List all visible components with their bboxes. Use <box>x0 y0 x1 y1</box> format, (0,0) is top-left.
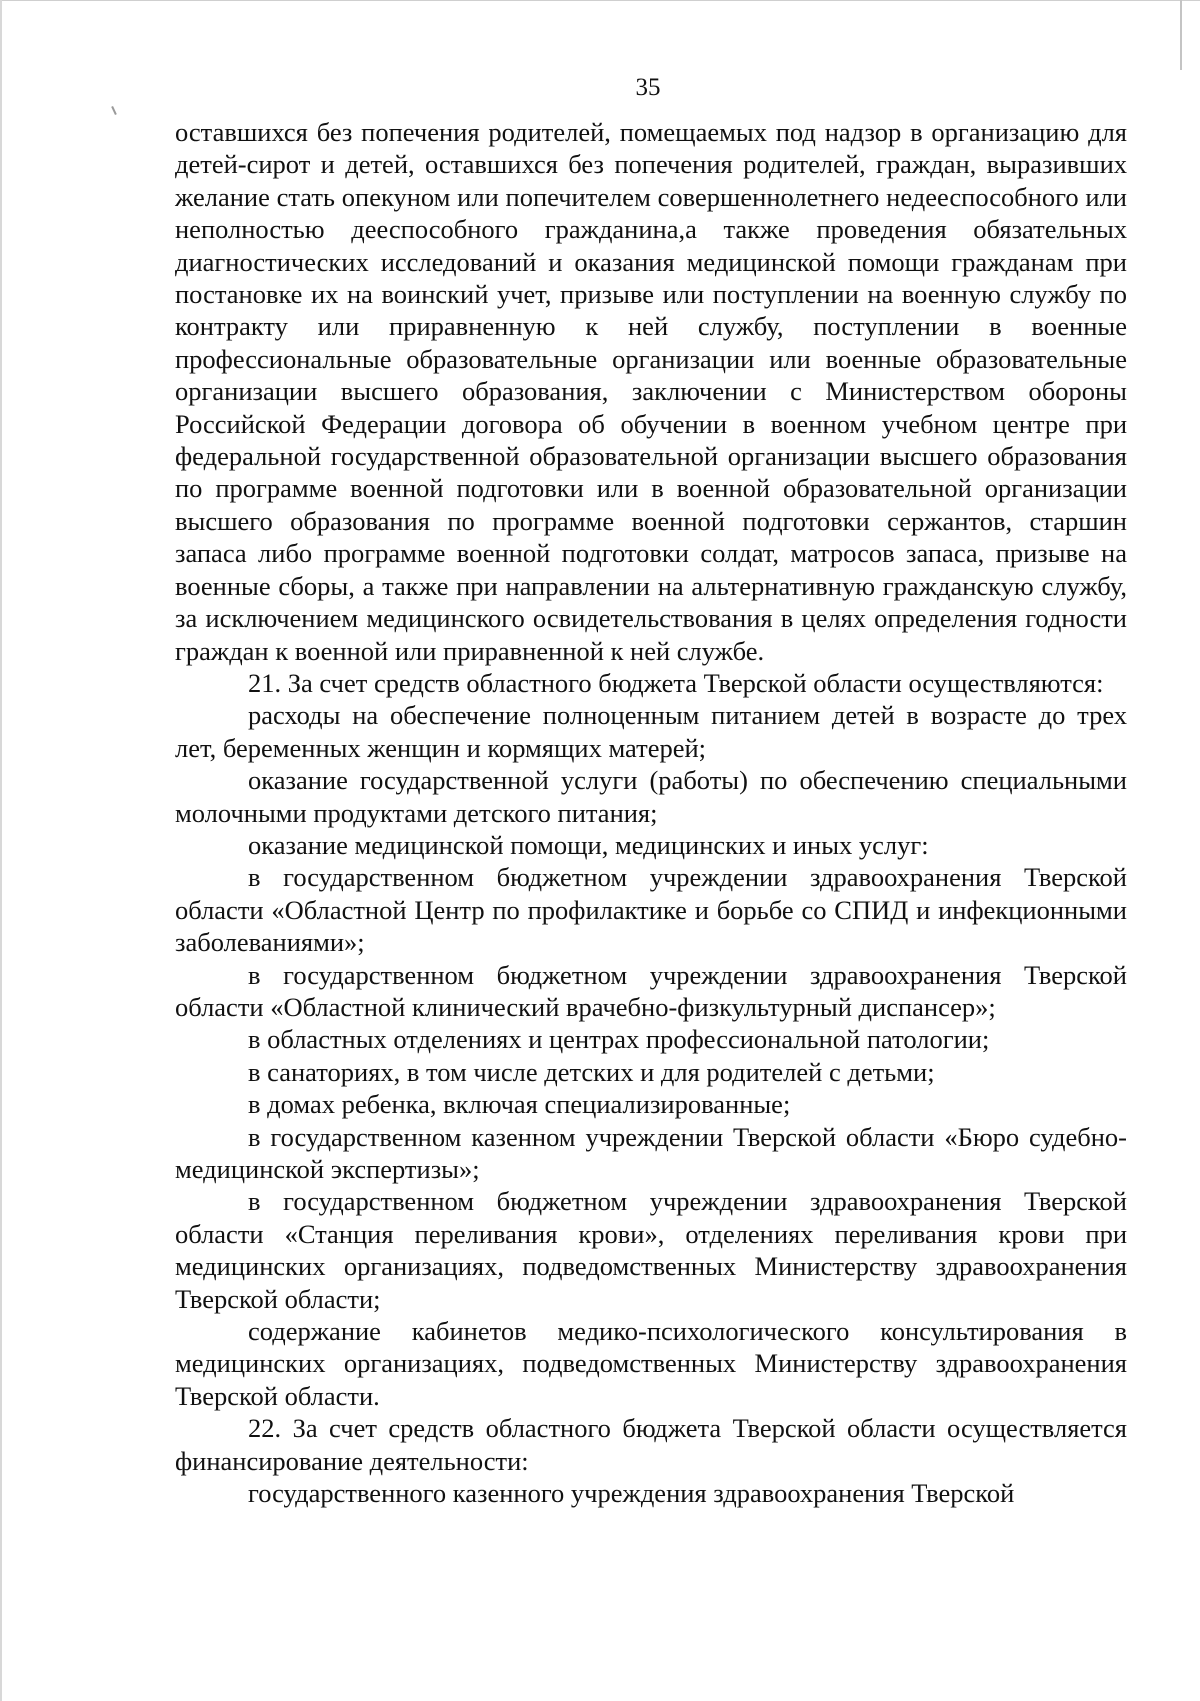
paragraph-21-heading: 21. За счет средств областного бюджета Тверской области осуществляются: <box>248 667 1104 698</box>
paragraph-nutrition: расходы на обеспечение полноценным питанием детей в возрасте до трех лет, беременных женщин и кормящих матерей; <box>175 700 1127 763</box>
scan-edge-left <box>0 0 2 1701</box>
paragraph-psych-counseling: содержание кабинетов медико-психологического консультирования в медицинских организациях, подведомственных Министерству здравоохранения Тверской области. <box>175 1316 1127 1411</box>
paragraph-aids-center: в государственном бюджетном учреждении здравоохранения Тверской области «Областной Центр по профилактике и борьбе со СПИД и инфекционными заболеваниями»; <box>175 862 1127 958</box>
scan-mark <box>111 106 117 115</box>
paragraph-occupational-pathology: в областных отделениях и центрах профессиональной патологии; <box>248 1024 990 1055</box>
paragraph-orphan-homes: в домах ребенка, включая специализированные; <box>248 1089 791 1120</box>
paragraph-sports-dispensary: в государственном бюджетном учреждении здравоохранения Тверской области «Областной клинический врачебно-физкультурный диспансер»; <box>175 959 1127 1022</box>
page-number: 35 <box>635 74 661 101</box>
paragraph-continuation: оставшихся без попечения родителей, помещаемых под надзор в организацию для детей-сирот и детей, оставшихся без попечения родителей, граждан, выразивших желание стать опекуном или попечителем совершеннолетнего недееспособного или неполностью дееспособного гражданина,а также проведения обязательных диагностических исследований и оказания медицинской помощи гражданам при постановке их на воинский учет, призыве или поступлении на военную службу по контракту или приравненную к ней службу, поступлении в военные профессиональные образовательные организации или военные образовательные организации высшего образования, заключении с Министерством обороны Российской Федерации договора об обучении в военном учебном центре при федеральной государственной образовательной организации высшего образования по программе военной подготовки или в военной образовательной организации высшего образования по программе военной подготовки сержантов, старшин запаса либо программе военной подготовки солдат, матросов запаса, призыве на военные сборы, а также при направлении на альтернативную гражданскую службу, за исключением медицинского освидетельствования в целях определения годности граждан к военной или приравненной к ней службе. <box>175 117 1127 666</box>
document-body <box>175 116 1127 1509</box>
paragraph-state-institution: государственного казенного учреждения здравоохранения Тверской <box>248 1478 1015 1509</box>
paragraph-sanatoriums: в санаториях, в том числе детских и для родителей с детьми; <box>248 1056 935 1087</box>
scan-edge-top <box>0 0 1200 1</box>
scan-mark <box>1180 0 1182 70</box>
paragraph-medical-help: оказание медицинской помощи, медицинских и иных услуг: <box>248 829 929 860</box>
paragraph-22-heading: 22. За счет средств областного бюджета Тверской области осуществляется финансирование деятельности: <box>175 1413 1127 1476</box>
paragraph-milk-products: оказание государственной услуги (работы) по обеспечению специальными молочными продуктами детского питания; <box>175 765 1127 828</box>
paragraph-blood-station: в государственном бюджетном учреждении здравоохранения Тверской области «Станция переливания крови», отделениях переливания крови при медицинских организациях, подведомственных Министерству здравоохранения Тверской области; <box>175 1186 1127 1314</box>
paragraph-forensic-bureau: в государственном казенном учреждении Тверской области «Бюро судебно-медицинской экспертизы»; <box>175 1121 1127 1184</box>
